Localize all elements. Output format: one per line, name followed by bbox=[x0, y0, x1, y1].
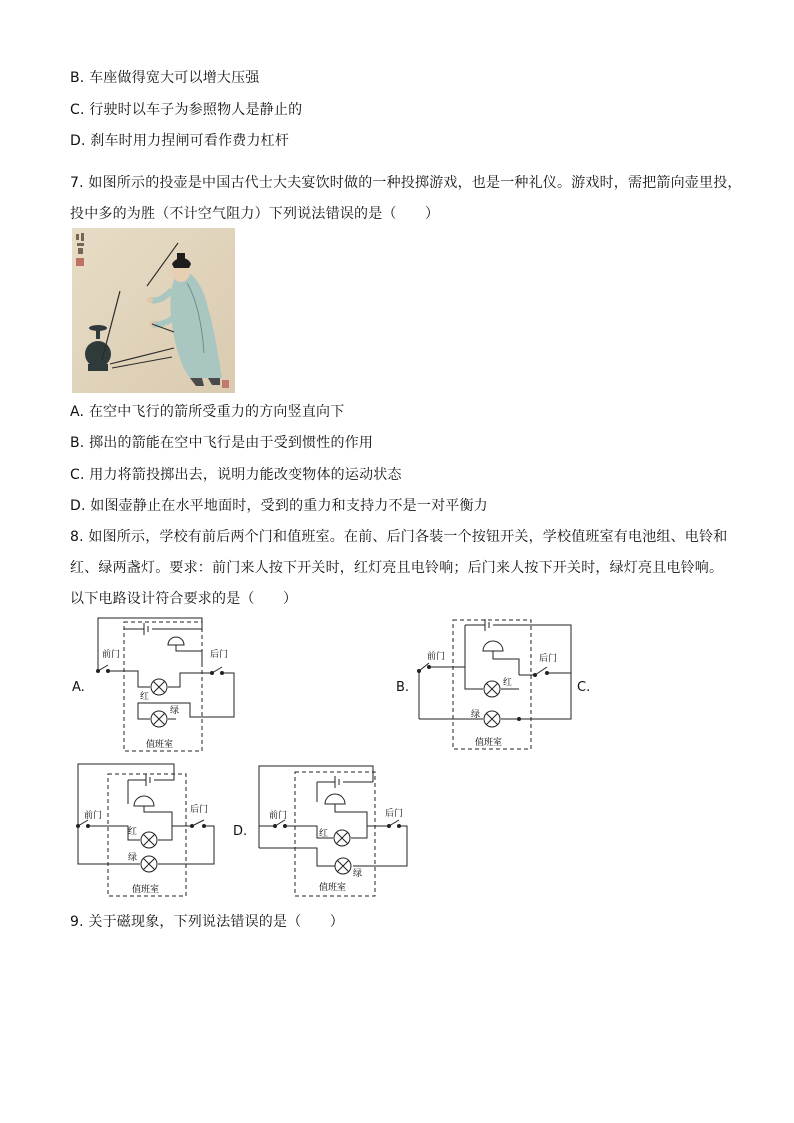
front-door-label: 前门 bbox=[102, 650, 121, 660]
green-lamp-label: 绿 bbox=[170, 706, 180, 716]
option-b-label: B. bbox=[396, 680, 410, 695]
q9-stem: 9. 关于磁现象，下列说法错误的是（ ） bbox=[70, 914, 345, 930]
duty-room-label: 值班室 bbox=[146, 740, 174, 750]
q8-stem-line2: 红、绿两盏灯。要求：前门来人按下开关时，红灯亮且电铃响；后门来人按下开关时，绿灯亮且电铃响。 bbox=[70, 560, 724, 576]
touhu-painting bbox=[72, 228, 235, 393]
green-lamp-label: 绿 bbox=[128, 853, 138, 863]
circuit-diagram-b bbox=[415, 615, 580, 755]
q6-option-b: B. 车座做得宽大可以增大压强 bbox=[70, 70, 260, 86]
red-lamp-label: 红 bbox=[128, 827, 138, 837]
green-lamp-label: 绿 bbox=[471, 710, 481, 720]
duty-room-label: 值班室 bbox=[475, 738, 503, 748]
back-door-label: 后门 bbox=[539, 654, 558, 664]
option-c-label: C. bbox=[577, 680, 591, 695]
option-a-label: A. bbox=[72, 680, 85, 695]
q7-stem-line2: 投中多的为胜（不计空气阻力）下列说法错误的是（ ） bbox=[70, 206, 440, 222]
duty-room-boundary bbox=[124, 622, 202, 751]
q7-option-a: A. 在空中飞行的箭所受重力的方向竖直向下 bbox=[70, 404, 345, 420]
back-door-label: 后门 bbox=[385, 809, 404, 819]
red-lamp-label: 红 bbox=[140, 692, 150, 702]
back-door-label: 后门 bbox=[190, 805, 209, 815]
q7-option-c: C. 用力将箭投掷出去，说明力能改变物体的运动状态 bbox=[70, 467, 402, 483]
duty-room-label: 值班室 bbox=[132, 885, 160, 895]
circuit-diagram-d bbox=[255, 762, 415, 902]
duty-room-label: 值班室 bbox=[319, 883, 347, 893]
q7-stem-line1: 7. 如图所示的投壶是中国古代士大夫宴饮时做的一种投掷游戏，也是一种礼仪。游戏时，需把箭向壶里投， bbox=[70, 175, 742, 191]
seal-stamp bbox=[76, 258, 84, 266]
red-lamp-label: 红 bbox=[503, 678, 513, 688]
back-door-label: 后门 bbox=[210, 650, 229, 660]
green-lamp-label: 绿 bbox=[353, 869, 363, 879]
circuit-diagram-a bbox=[90, 615, 250, 755]
front-door-label: 前门 bbox=[269, 811, 288, 821]
q7-option-b: B. 掷出的箭能在空中飞行是由于受到惯性的作用 bbox=[70, 435, 374, 451]
red-lamp-label: 红 bbox=[319, 829, 329, 839]
q6-option-c: C. 行驶时以车子为参照物人是静止的 bbox=[70, 102, 303, 118]
q7-option-d: D. 如图壶静止在水平地面时，受到的重力和支持力不是一对平衡力 bbox=[70, 498, 488, 514]
q8-stem-line1: 8. 如图所示，学校有前后两个门和值班室。在前、后门各装一个按钮开关，学校值班室有电池组、电铃和 bbox=[70, 529, 728, 545]
front-door-label: 前门 bbox=[84, 811, 103, 821]
option-d-label: D. bbox=[233, 824, 248, 839]
q6-option-d: D. 刹车时用力捏闸可看作费力杠杆 bbox=[70, 133, 290, 149]
duty-room-boundary bbox=[108, 774, 186, 896]
q8-stem-line3: 以下电路设计符合要求的是（ ） bbox=[70, 591, 298, 607]
front-door-label: 前门 bbox=[427, 652, 446, 662]
circuit-diagram-c bbox=[72, 760, 222, 900]
